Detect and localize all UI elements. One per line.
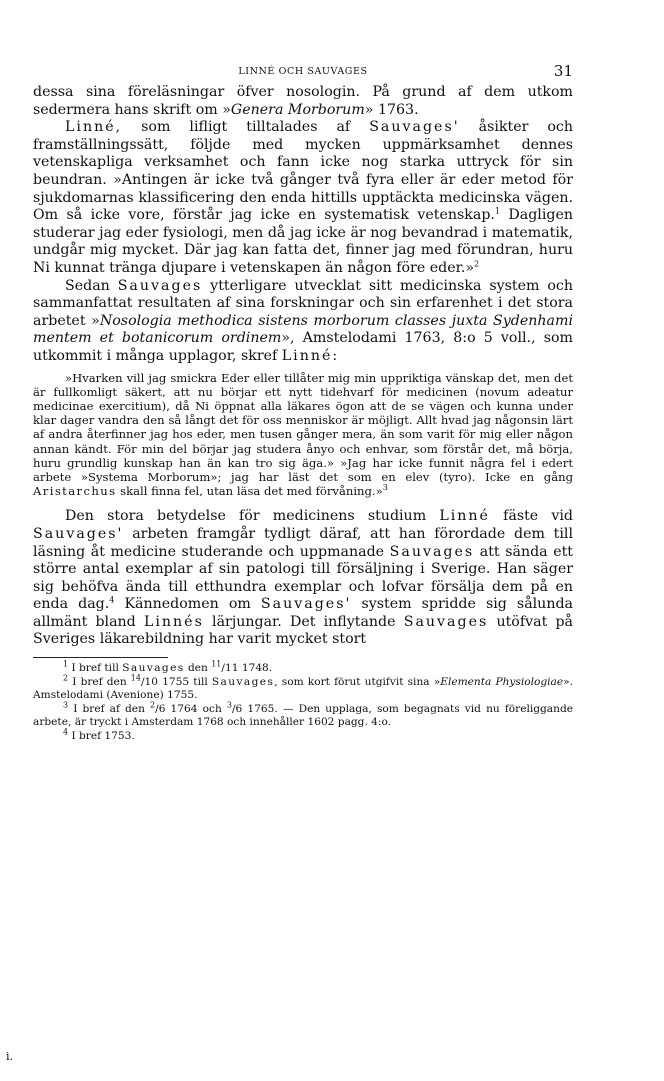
paragraph-2: Linné, som lifligt tilltalades af Sauvages' åsikter och framställningssätt, följde med mycken uppmärksamhet dennes vetenskapliga verksamhet och fann icke nog starka uttryck för sin beundran. »Antingen är icke två gånger två fyra eller är eder metod för sjukdomarnas klassificering den enda hittills upptäckta medicinska vägen. Om så icke vore, förstår jag icke en systematisk vetenskap.$^1$ Dagligen studerar jag eder fysiologi, men då jag icke är nog bevandrad i matematik, undgår mig mycket. Där jag kan fatta det, finner jag med förundran, huru Ni kunnat tränga djupare i vetenskapen än någon före eder.»$^2$ xyxy=(33,119,574,276)
paragraph-1: dessa sina föreläsningar öfver nosologin. På grund af dem utkom sedermera hans skrift om »Genera Morborum» 1763. xyxy=(33,84,573,118)
page-header xyxy=(33,62,573,84)
stray-mark: i. xyxy=(6,1050,14,1063)
paragraph-3: Sedan Sauvages ytterligare utvecklat sitt medicinska system och sammanfattat resultaten af sina forskningar och sin erfarenhet i det stora arbetet »Nosologia methodica sistens morborum classes juxta Sydenhami mentem et botanicorum ordinem», Amstelodami 1763, 8:o 5 voll., som utkommit i många upplagor, skref Linné: xyxy=(33,277,573,364)
running-title: LINNÉ OCH SAUVAGES xyxy=(238,66,368,77)
page-number: 31 xyxy=(553,62,573,80)
footnote-ref-4: 4 xyxy=(109,595,115,605)
paragraph-4: Den stora betydelse för medicinens studium Linné fäste vid Sauvages' arbeten framgår tydligt däraf, att han förordade dem till läsning åt medicine studerande och uppmanade Sauvages att sända ett större antal exemplar af sin patologi till försäljning i Sverige. Han säger sig behöfva ända till etthundra exemplar och lofvar försälja dem på en enda dag.$^4$ Kännedomen om Sauvages' system spridde sig sålunda allmänt bland Linnés lärjungar. Det inflytande Sauvages utöfvat på Sveriges läkarebildning har varit mycket stort xyxy=(33,508,574,648)
footnote-2: $^2$ I bref den $^{14}$/10 1755 till Sauvages, som kort förut utgifvit sina »Elementa Physiologiae». Amstelodami (Avenione) 1755. xyxy=(33,673,573,702)
footnote-4: $^4$ I bref 1753. xyxy=(63,727,135,743)
main-text xyxy=(33,84,573,649)
footnote-ref-3: 3 xyxy=(382,483,388,493)
footnotes xyxy=(33,659,573,744)
footnote-ref-2: 2 xyxy=(474,259,480,269)
book-page xyxy=(33,62,573,744)
footnote-ref-1: 1 xyxy=(494,206,501,216)
footnote-divider xyxy=(33,657,168,658)
block-quote: »Hvarken vill jag smickra Eder eller tillåter mig min uppriktiga vänskap det, men det är fullkomligt säkert, att nu börjar ett nytt tidehvarf för medicinen (novum adeatur medicinae exercitium), då Ni öppnat alla läkares ögon att de se vägen och kunna under klar dager vandra den så långt det för oss menniskor är möjligt. Allt hvad jag någonsin lärt af andra återfinner jag hos eder, men tusen gånger mera, än som varit för mig eller någon annan kändt. För min del börjar jag studera ånyo och enhvar, som förstår det, må börja, huru grundlig kunskap han än kan tro sig äga.» »Jag har icke funnit några fel i edert arbete »Systema Morborum»; jag har läst det som en elev (tyro). Icke en gång Aristarchus skall finna fel, utan läsa det med förvåning.»$^3$ xyxy=(33,370,573,499)
footnote-1: $^1$ I bref till Sauvages den $^{11}$/11 1748. xyxy=(63,659,273,675)
footnote-3: $^3$ I bref af den $^2$/6 1764 och $^3$/6 1765. — Den upplaga, som begagnats vid nu föreliggande arbete, är tryckt i Amsterdam 1768 och innehåller 1602 pagg. 4:o. xyxy=(33,700,573,729)
